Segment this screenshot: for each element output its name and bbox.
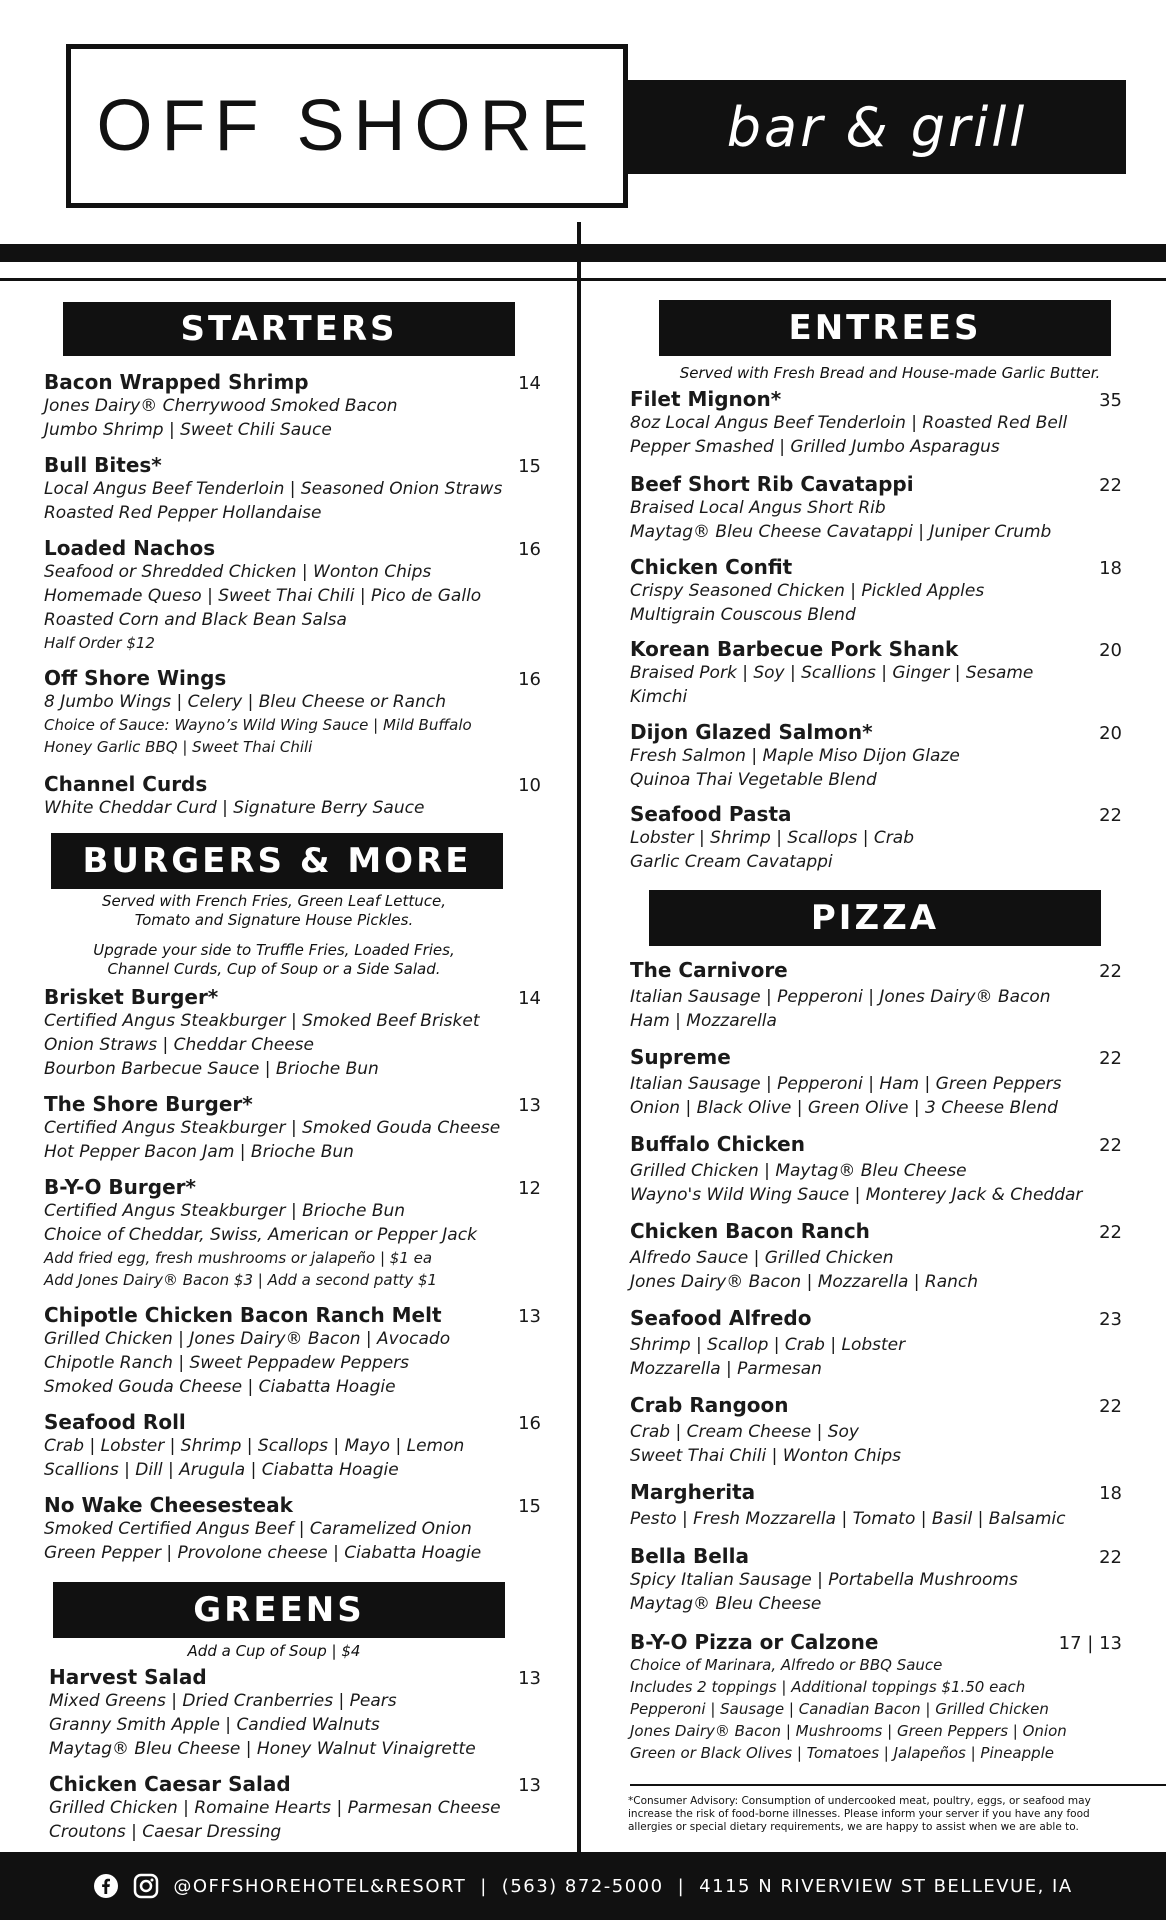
item-description: Crab | Cream Cheese | Soy [630, 1422, 859, 1442]
item-name: Supreme [630, 1045, 731, 1069]
item-description: Croutons | Caesar Dressing [49, 1822, 282, 1842]
item-description: Bourbon Barbecue Sauce | Brioche Bun [44, 1059, 379, 1079]
item-description: Braised Local Angus Short Rib [630, 498, 886, 518]
menu-item [49, 1665, 541, 1761]
item-price: 12 [518, 1178, 541, 1199]
brand-title: OFF SHORE [96, 86, 598, 166]
item-name: Channel Curds [44, 772, 208, 796]
footer-separator: | [480, 1875, 488, 1897]
item-price: 16 [518, 539, 541, 560]
item-note: Add fried egg, fresh mushrooms or jalapeño | $1 ea [44, 1249, 433, 1267]
item-description: Smoked Gouda Cheese | Ciabatta Hoagie [44, 1377, 396, 1397]
item-price: 22 [1099, 1135, 1122, 1156]
item-description: Pesto | Fresh Mozzarella | Tomato | Basil | Balsamic [630, 1509, 1066, 1529]
item-description: Roasted Corn and Black Bean Salsa [44, 610, 347, 630]
item-name: Loaded Nachos [44, 536, 216, 560]
item-price: 13 [518, 1668, 541, 1689]
menu-item [44, 536, 541, 654]
item-name: Off Shore Wings [44, 666, 227, 690]
item-name: Seafood Pasta [630, 802, 792, 826]
item-description: Grilled Chicken | Maytag® Bleu Cheese [630, 1161, 967, 1181]
item-price: 22 [1099, 1547, 1122, 1568]
section-title: ENTREES [788, 308, 982, 348]
item-description: Crispy Seasoned Chicken | Pickled Apples [630, 581, 985, 601]
note-line: Served with French Fries, Green Leaf Lettuce, [102, 892, 446, 910]
item-price: 13 [518, 1095, 541, 1116]
item-description: Certified Angus Steakburger | Smoked Beef Brisket [44, 1011, 480, 1031]
item-price: 14 [518, 373, 541, 394]
section-title: PIZZA [810, 898, 940, 938]
section-note [44, 892, 504, 930]
note-line: Upgrade your side to Truffle Fries, Loaded Fries, [93, 941, 455, 959]
item-description: Spicy Italian Sausage | Portabella Mushrooms [630, 1570, 1018, 1590]
item-price: 15 [518, 1496, 541, 1517]
note-line: Tomato and Signature House Pickles. [134, 911, 414, 929]
item-description: 8oz Local Angus Beef Tenderloin | Roasted Red Bell [630, 413, 1068, 433]
item-price: 22 [1099, 1048, 1122, 1069]
menu-item [630, 1306, 1122, 1381]
item-description: Smoked Certified Angus Beef | Caramelized Onion [44, 1519, 472, 1539]
item-description: Lobster | Shrimp | Scallops | Crab [630, 828, 914, 848]
item-description: Garlic Cream Cavatappi [630, 852, 833, 872]
item-description: Chipotle Ranch | Sweet Peppadew Peppers [44, 1353, 410, 1373]
item-note: Choice of Marinara, Alfredo or BBQ Sauce [630, 1656, 943, 1674]
item-description: Jumbo Shrimp | Sweet Chili Sauce [44, 420, 332, 440]
item-description: Scallions | Dill | Arugula | Ciabatta Hoagie [44, 1460, 399, 1480]
item-name: Chicken Confit [630, 555, 793, 579]
item-description: Onion | Black Olive | Green Olive | 3 Cheese Blend [630, 1098, 1058, 1118]
item-name: Crab Rangoon [630, 1393, 789, 1417]
menu-item [630, 1132, 1122, 1207]
item-description: Maytag® Bleu Cheese | Honey Walnut Vinaigrette [49, 1739, 476, 1759]
item-description: Italian Sausage | Pepperoni | Ham | Green Peppers [630, 1074, 1062, 1094]
item-name: Dijon Glazed Salmon* [630, 720, 873, 744]
menu-item [44, 666, 541, 758]
item-price: 16 [518, 1413, 541, 1434]
menu-item [44, 1303, 541, 1399]
menu-item [44, 1410, 541, 1482]
item-description: Onion Straws | Cheddar Cheese [44, 1035, 314, 1055]
item-description: Green Pepper | Provolone cheese | Ciabatta Hoagie [44, 1543, 482, 1563]
section-header-starters [63, 302, 515, 356]
item-name: The Carnivore [630, 958, 788, 982]
item-description: Roasted Red Pepper Hollandaise [44, 503, 322, 523]
menu-item [630, 1480, 1122, 1531]
menu-item [630, 1219, 1122, 1294]
item-description: Jones Dairy® Bacon | Mozzarella | Ranch [630, 1272, 979, 1292]
menu-header [0, 0, 1166, 220]
menu-item [630, 720, 1122, 792]
item-description: Italian Sausage | Pepperoni | Jones Dairy® Bacon [630, 987, 1051, 1007]
brand-subtitle: bar & grill [726, 95, 1028, 159]
item-price: 20 [1099, 640, 1122, 661]
item-note: Includes 2 toppings | Additional toppings $1.50 each [630, 1678, 1026, 1696]
item-description: Quinoa Thai Vegetable Blend [630, 770, 877, 790]
item-description: Maytag® Bleu Cheese Cavatappi | Juniper Crumb [630, 522, 1052, 542]
item-description: Jones Dairy® Cherrywood Smoked Bacon [44, 396, 398, 416]
item-price: 18 [1099, 1483, 1122, 1504]
item-description: Certified Angus Steakburger | Brioche Bun [44, 1201, 406, 1221]
item-description: Hot Pepper Bacon Jam | Brioche Bun [44, 1142, 354, 1162]
footer-bar [0, 1852, 1166, 1920]
menu-item [630, 472, 1122, 544]
item-name: The Shore Burger* [44, 1092, 253, 1116]
menu-item [44, 772, 541, 820]
section-header-greens [53, 1582, 505, 1638]
menu-item [44, 453, 541, 525]
item-description: Ham | Mozzarella [630, 1011, 777, 1031]
item-note: Add Jones Dairy® Bacon $3 | Add a second patty $1 [44, 1271, 438, 1289]
item-description: Homemade Queso | Sweet Thai Chili | Pico de Gallo [44, 586, 482, 606]
item-description: Certified Angus Steakburger | Smoked Gouda Cheese [44, 1118, 501, 1138]
item-name: B-Y-O Burger* [44, 1175, 196, 1199]
column-divider [577, 222, 581, 1852]
footer-separator: | [677, 1875, 686, 1897]
item-name: Seafood Roll [44, 1410, 186, 1434]
item-description: Grilled Chicken | Romaine Hearts | Parmesan Cheese [49, 1798, 501, 1818]
item-note: Green or Black Olives | Tomatoes | Jalapeños | Pineapple [630, 1744, 1055, 1762]
menu-item [630, 1630, 1122, 1764]
header-rule-thin [0, 278, 1166, 281]
item-name: Margherita [630, 1480, 756, 1504]
item-description: Kimchi [630, 687, 688, 707]
item-name: Bacon Wrapped Shrimp [44, 370, 309, 394]
menu-item [630, 802, 1122, 874]
item-price: 20 [1099, 723, 1122, 744]
item-description: Multigrain Couscous Blend [630, 605, 856, 625]
item-description: Maytag® Bleu Cheese [630, 1594, 822, 1614]
item-name: Korean Barbecue Pork Shank [630, 637, 959, 661]
header-rule-thick [0, 244, 1166, 262]
menu-item [630, 555, 1122, 627]
item-description: Pepper Smashed | Grilled Jumbo Asparagus [630, 437, 1000, 457]
section-note: Served with Fresh Bread and House-made Garlic Butter. [679, 364, 1101, 382]
item-name: Brisket Burger* [44, 985, 219, 1009]
item-price: 22 [1099, 475, 1122, 496]
item-price: 17 | 13 [1058, 1633, 1122, 1654]
brand-title-box [66, 44, 628, 208]
item-name: Chicken Bacon Ranch [630, 1219, 870, 1243]
item-price: 22 [1099, 1222, 1122, 1243]
menu-item [630, 637, 1122, 709]
item-name: Bella Bella [630, 1544, 749, 1568]
item-name: Bull Bites* [44, 453, 162, 477]
menu-item [44, 370, 541, 442]
item-description: Crab | Lobster | Shrimp | Scallops | Mayo | Lemon [44, 1436, 465, 1456]
item-description: Sweet Thai Chili | Wonton Chips [630, 1446, 901, 1466]
menu-item [44, 1092, 541, 1164]
item-note: Pepperoni | Sausage | Canadian Bacon | Grilled Chicken [630, 1700, 1049, 1718]
item-description: Granny Smith Apple | Candied Walnuts [49, 1715, 380, 1735]
section-note [44, 941, 504, 979]
item-name: Beef Short Rib Cavatappi [630, 472, 914, 496]
section-header-entrees [659, 300, 1111, 356]
item-description: Choice of Cheddar, Swiss, American or Pepper Jack [44, 1225, 477, 1245]
item-note: Jones Dairy® Bacon | Mushrooms | Green Peppers | Onion [630, 1722, 1067, 1740]
item-price: 16 [518, 669, 541, 690]
facebook-icon[interactable] [93, 1873, 119, 1899]
section-header-burgers [51, 833, 503, 889]
menu-item [630, 1544, 1122, 1616]
item-name: B-Y-O Pizza or Calzone [630, 1630, 879, 1654]
menu-item [44, 1175, 541, 1291]
item-name: Harvest Salad [49, 1665, 207, 1689]
address: 4115 N RIVERVIEW ST BELLEVUE, IA [699, 1875, 1073, 1897]
item-name: Chipotle Chicken Bacon Ranch Melt [44, 1303, 442, 1327]
item-price: 22 [1099, 961, 1122, 982]
advisory-rule [630, 1784, 1166, 1786]
item-description: Shrimp | Scallop | Crab | Lobster [630, 1335, 906, 1355]
item-description: White Cheddar Curd | Signature Berry Sauce [44, 798, 425, 818]
item-description: 8 Jumbo Wings | Celery | Bleu Cheese or Ranch [44, 692, 446, 712]
section-title: GREENS [193, 1590, 365, 1630]
item-name: Chicken Caesar Salad [49, 1772, 291, 1796]
consumer-advisory: *Consumer Advisory: Consumption of undercooked meat, poultry, eggs, or seafood may increase the risk of food-borne illnesses. Please inform your server if you have any food allergies or special dietary requirements, we are happy to assist when we are able to. [628, 1795, 1091, 1833]
note-line: Channel Curds, Cup of Soup or a Side Salad. [107, 960, 441, 978]
item-price: 14 [518, 988, 541, 1009]
item-description: Mixed Greens | Dried Cranberries | Pears [49, 1691, 397, 1711]
item-price: 22 [1099, 1396, 1122, 1417]
section-title: STARTERS [180, 309, 398, 349]
menu-item [49, 1772, 541, 1844]
item-price: 10 [518, 775, 541, 796]
item-description: Alfredo Sauce | Grilled Chicken [630, 1248, 894, 1268]
phone-number[interactable]: (563) 872-5000 [501, 1875, 664, 1897]
item-price: 23 [1099, 1309, 1122, 1330]
section-note: Add a Cup of Soup | $4 [187, 1642, 361, 1660]
item-price: 13 [518, 1775, 541, 1796]
menu-item [630, 1045, 1122, 1120]
social-handle[interactable]: @OFFSHOREHOTEL&RESORT [173, 1875, 467, 1897]
item-note: Honey Garlic BBQ | Sweet Thai Chili [44, 738, 313, 756]
instagram-icon[interactable] [133, 1873, 159, 1899]
item-price: 15 [518, 456, 541, 477]
item-description: Seafood or Shredded Chicken | Wonton Chips [44, 562, 432, 582]
menu-item [630, 958, 1122, 1033]
menu-item [44, 985, 541, 1081]
item-description: Fresh Salmon | Maple Miso Dijon Glaze [630, 746, 960, 766]
item-description: Wayno's Wild Wing Sauce | Monterey Jack & Cheddar [630, 1185, 1083, 1205]
menu-item [630, 1393, 1122, 1468]
menu-item [44, 1493, 541, 1565]
item-price: 35 [1099, 390, 1122, 411]
menu-item [630, 387, 1122, 459]
item-note: Half Order $12 [44, 634, 155, 652]
item-description: Local Angus Beef Tenderloin | Seasoned Onion Straws [44, 479, 503, 499]
item-description: Grilled Chicken | Jones Dairy® Bacon | Avocado [44, 1329, 451, 1349]
item-name: Seafood Alfredo [630, 1306, 812, 1330]
item-description: Mozzarella | Parmesan [630, 1359, 822, 1379]
section-title: BURGERS & MORE [82, 841, 472, 881]
item-note: Choice of Sauce: Wayno’s Wild Wing Sauce | Mild Buffalo [44, 716, 472, 734]
brand-subtitle-bar [628, 80, 1126, 174]
item-price: 18 [1099, 558, 1122, 579]
section-header-pizza [649, 890, 1101, 946]
item-description: Braised Pork | Soy | Scallions | Ginger | Sesame [630, 663, 1034, 683]
item-name: No Wake Cheesesteak [44, 1493, 293, 1517]
item-price: 22 [1099, 805, 1122, 826]
item-price: 13 [518, 1306, 541, 1327]
item-name: Buffalo Chicken [630, 1132, 805, 1156]
item-name: Filet Mignon* [630, 387, 782, 411]
